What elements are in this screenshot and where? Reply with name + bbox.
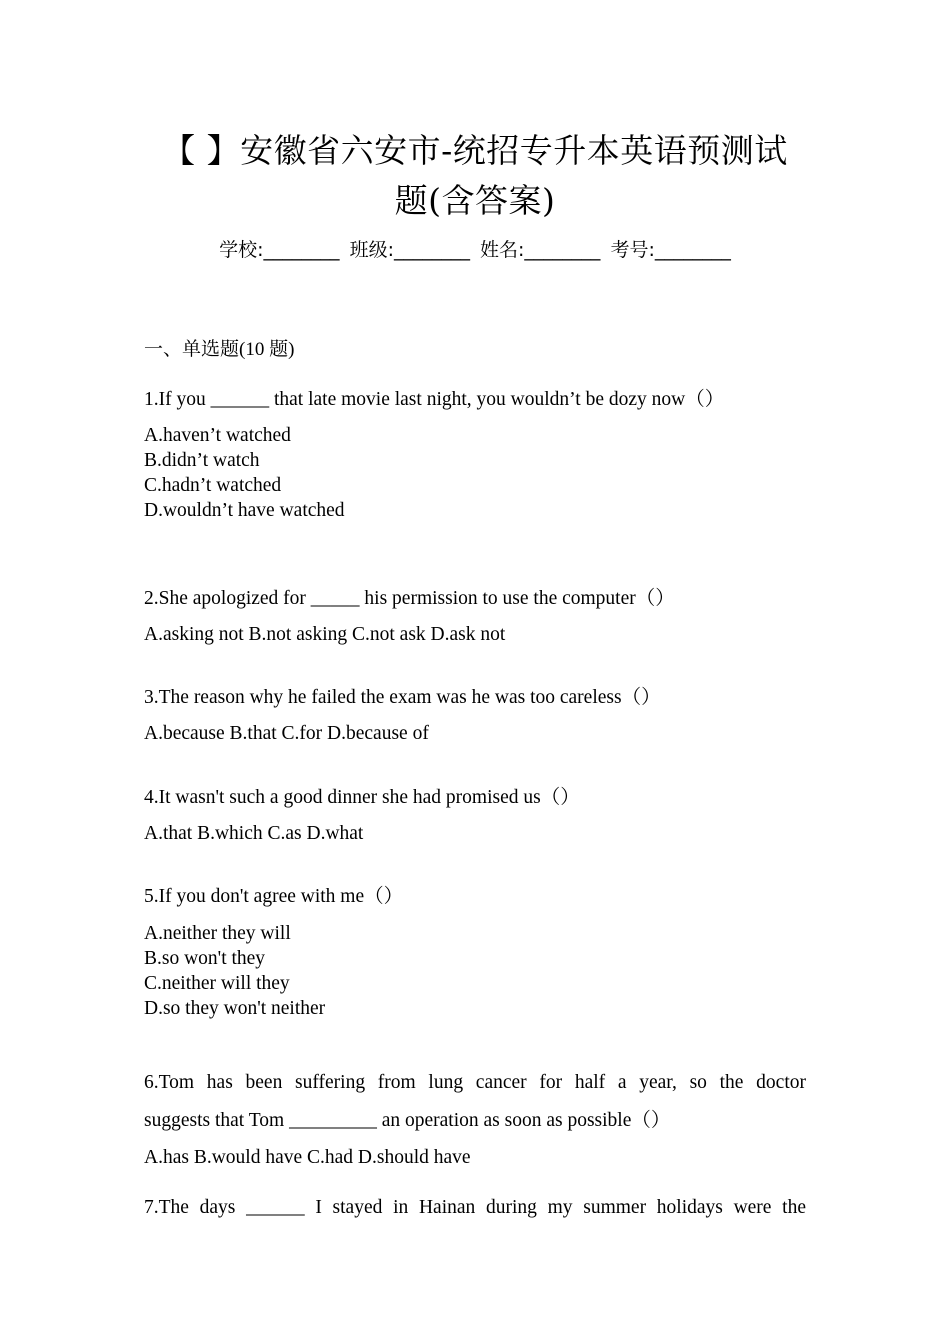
question-3-options: A.because B.that C.for D.because of (144, 723, 429, 744)
question-1-option-c: C.hadn’t watched (144, 475, 282, 496)
question-5-option-d: D.so they won't neither (144, 998, 326, 1019)
section-title: 一、单选题(10 题) (144, 339, 295, 360)
question-1-option-a: A.haven’t watched (144, 425, 291, 446)
question-7-stem-line-1: 7.The days ______ I stayed in Hainan during my summer holidays were the (144, 1197, 806, 1218)
question-6-options: A.has B.would have C.had D.should have (144, 1147, 471, 1168)
question-5-stem: 5.If you don't agree with me（） (144, 886, 404, 907)
question-5-option-c: C.neither will they (144, 973, 290, 994)
question-4-stem: 4.It wasn't such a good dinner she had promised us（） (144, 787, 580, 808)
question-1-option-b: B.didn’t watch (144, 450, 260, 471)
question-2-stem: 2.She apologized for _____ his permission to use the computer（） (144, 588, 675, 609)
question-4-options: A.that B.which C.as D.what (144, 823, 364, 844)
title-line-2: 题(含答案) (394, 181, 556, 220)
question-6-stem-line-2: suggests that Tom _________ an operation as soon as possible（） (144, 1110, 671, 1131)
question-5-option-b: B.so won't they (144, 948, 266, 969)
school-field: 学校:________ (219, 239, 340, 261)
number-field: 考号:________ (610, 239, 731, 261)
question-3-stem: 3.The reason why he failed the exam was he was too careless（） (144, 687, 661, 708)
question-1-stem: 1.If you ______ that late movie last night, you wouldn’t be dozy now（） (144, 389, 725, 410)
name-field: 姓名:________ (480, 239, 601, 261)
question-2-options: A.asking not B.not asking C.not ask D.ask not (144, 624, 506, 645)
question-5-option-a: A.neither they will (144, 923, 291, 944)
title-line-1: 【 】安徽省六安市-统招专升本英语预测试 (162, 131, 788, 170)
question-6-stem-line-1: 6.Tom has been suffering from lung cancer for half a year, so the doctor (144, 1072, 806, 1093)
document-title (150, 126, 800, 226)
question-1-option-d: D.wouldn’t have watched (144, 500, 345, 521)
student-info-line (0, 236, 950, 264)
class-field: 班级:________ (349, 239, 470, 261)
